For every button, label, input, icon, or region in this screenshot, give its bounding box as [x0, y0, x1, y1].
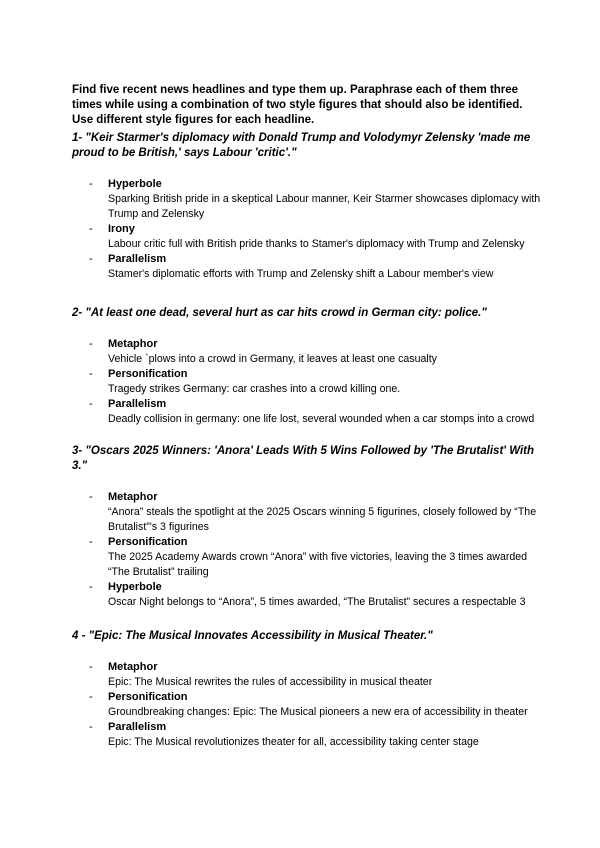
headline-section-2 — [72, 306, 542, 427]
headline-section-4 — [72, 629, 542, 750]
bullet-marker: - — [89, 721, 93, 733]
paraphrase-text: Groundbreaking changes: Epic: The Musical pioneers a new era of accessibility in theater — [108, 706, 528, 718]
paraphrase-text: Epic: The Musical revolutionizes theater for all, accessibility taking center stage — [108, 736, 479, 748]
paraphrase-text: “Anora” steals the spotlight at the 2025 Oscars winning 5 figurines, closely followed by “The Brutalist”'s 3 figurines — [108, 506, 537, 533]
style-figure-name: Personification — [108, 691, 188, 703]
style-figure-item — [72, 720, 542, 750]
bullet-marker: - — [89, 581, 93, 593]
headline-3: 3- "Oscars 2025 Winners: 'Anora' Leads With 5 Wins Followed by 'The Brutalist' With 3." — [72, 445, 535, 472]
style-figure-item — [72, 580, 542, 610]
style-figure-name: Metaphor — [108, 661, 158, 673]
style-figure-item — [72, 222, 542, 252]
style-figure-name: Metaphor — [108, 338, 158, 350]
bullet-marker: - — [89, 338, 93, 350]
headline-section-3 — [72, 444, 542, 610]
paraphrase-text: The 2025 Academy Awards crown “Anora” with five victories, leaving the 3 times awarded “The Brutalist” trailing — [108, 551, 528, 578]
style-figure-item — [72, 535, 542, 580]
style-figure-name: Personification — [108, 368, 188, 380]
style-figure-name: Parallelism — [108, 398, 167, 410]
bullet-marker: - — [89, 691, 93, 703]
paraphrase-text: Stamer's diplomatic efforts with Trump and Zelensky shift a Labour member's view — [108, 268, 494, 280]
bullet-marker: - — [89, 491, 93, 503]
paraphrase-text: Vehicle `plows into a crowd in Germany, it leaves at least one casualty — [108, 353, 437, 365]
bullet-marker: - — [89, 661, 93, 673]
bullet-marker: - — [89, 178, 93, 190]
paraphrase-text: Sparking British pride in a skeptical Labour manner, Keir Starmer showcases diplomacy with Trump and Zelensky — [108, 193, 541, 220]
style-figure-item — [72, 490, 542, 535]
style-figure-name: Hyperbole — [108, 178, 162, 190]
style-figure-item — [72, 397, 542, 427]
style-figure-name: Parallelism — [108, 721, 167, 733]
bullet-marker: - — [89, 536, 93, 548]
bullet-marker: - — [89, 253, 93, 265]
paraphrase-text: Oscar Night belongs to “Anora”, 5 times awarded, “The Brutalist” secures a respectable 3 — [108, 596, 526, 608]
style-figure-name: Personification — [108, 536, 188, 548]
style-figure-item — [72, 690, 542, 720]
style-figure-name: Parallelism — [108, 253, 167, 265]
paraphrase-text: Epic: The Musical rewrites the rules of accessibility in musical theater — [108, 676, 433, 688]
headline-2: 2- "At least one dead, several hurt as car hits crowd in German city: police." — [72, 307, 487, 319]
headline-4: 4 - "Epic: The Musical Innovates Accessibility in Musical Theater." — [72, 630, 433, 642]
paraphrase-text: Deadly collision in germany: one life lost, several wounded when a car stomps into a crowd — [108, 413, 535, 425]
style-figure-name: Irony — [108, 223, 135, 235]
headline-1: 1- "Keir Starmer's diplomacy with Donald Trump and Volodymyr Zelensky 'made me proud to be British,' says Labour 'critic'." — [72, 132, 531, 159]
bullet-marker: - — [89, 368, 93, 380]
bullet-marker: - — [89, 223, 93, 235]
style-figure-item — [72, 177, 542, 222]
style-figure-name: Hyperbole — [108, 581, 162, 593]
style-figure-item — [72, 337, 542, 367]
style-figure-item — [72, 660, 542, 690]
headline-section-1 — [72, 131, 542, 282]
bullet-marker: - — [89, 398, 93, 410]
paraphrase-text: Labour critic full with British pride thanks to Stamer's diplomacy with Trump and Zelensky — [108, 238, 525, 250]
style-figure-name: Metaphor — [108, 491, 158, 503]
assignment-instructions: Find five recent news headlines and type them up. Paraphrase each of them three times while using a combination of two style figures that should also be identified. Use different style figures for each headline. — [72, 83, 523, 126]
paraphrase-text: Tragedy strikes Germany: car crashes into a crowd killing one. — [108, 383, 401, 395]
style-figure-item — [72, 367, 542, 397]
style-figure-item — [72, 252, 542, 282]
